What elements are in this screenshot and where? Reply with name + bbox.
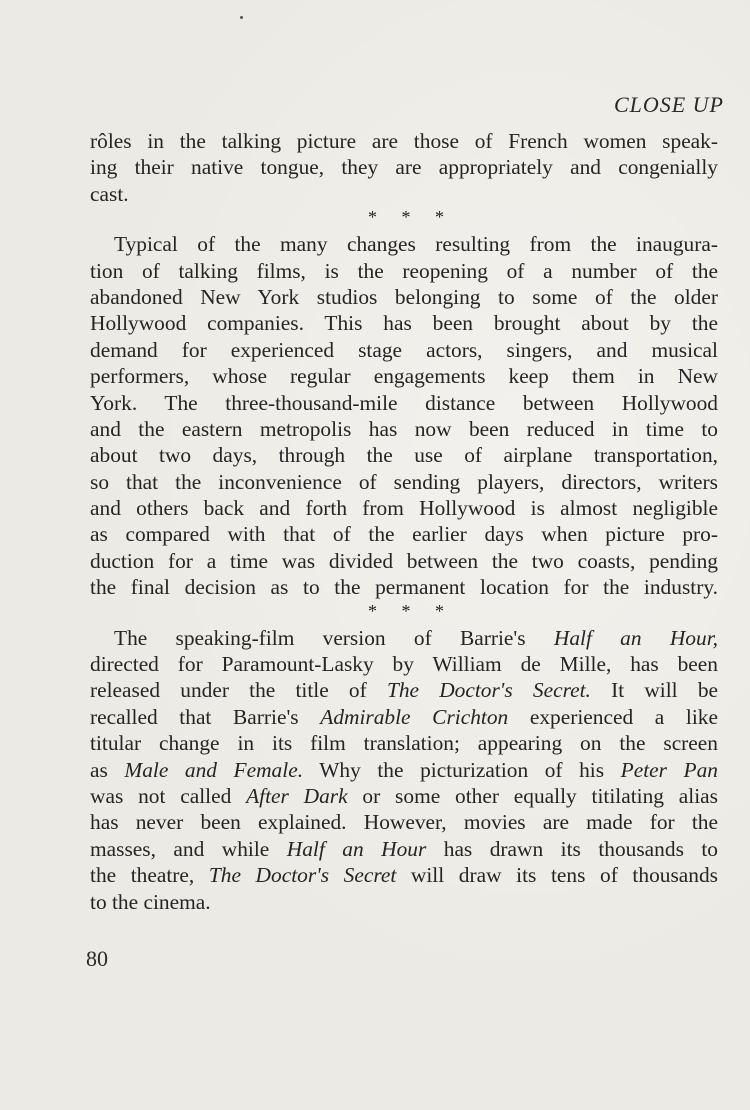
text-line	[90, 836, 718, 862]
film-title: The Doctor's Secret	[208, 863, 397, 888]
text-line: as compared with that of the earlier days when picture pro-	[90, 522, 718, 547]
film-title: Half an Hour,	[553, 625, 718, 650]
text-line	[90, 677, 718, 703]
text-line: directed for Paramount-Lasky by William de Mille, has been	[90, 652, 718, 677]
text-run: masses, and while	[90, 836, 287, 861]
text-run: will draw its tens of thousands	[396, 863, 718, 888]
text-line: and others back and forth from Hollywood is almost negligible	[90, 496, 718, 521]
text-run: the theatre,	[90, 863, 209, 888]
text-line: performers, whose regular engagements keep them in New	[90, 364, 718, 389]
text-run: recalled that Barrie's	[90, 704, 321, 729]
ink-speck	[240, 16, 243, 19]
text-line	[90, 625, 718, 651]
text-line	[90, 783, 718, 809]
text-line: and the eastern metropolis has now been reduced in time to	[90, 416, 718, 441]
text-line: duction for a time was divided between the two coasts, pending	[90, 548, 718, 573]
running-title: CLOSE UP	[613, 92, 724, 117]
text-run: as	[90, 757, 125, 782]
text-run: or some other equally titilating alias	[347, 783, 718, 808]
text-line: York. The three-thousand-mile distance between Hollywood	[90, 390, 718, 415]
text-line: cast.	[90, 181, 129, 206]
text-line: titular change in its film translation; appearing on the screen	[90, 731, 718, 756]
text-run: was not called	[90, 783, 247, 808]
section-separator: * * *	[368, 600, 454, 621]
text-run: The speaking-film version of Barrie's	[114, 625, 554, 650]
film-title: The Doctor's Secret.	[386, 678, 591, 703]
text-line: rôles in the talking picture are those of French women speak-	[90, 129, 718, 153]
section-separator: * * *	[368, 207, 454, 228]
text-line	[90, 757, 718, 783]
page-number: 80	[86, 946, 108, 971]
text-line	[90, 704, 718, 730]
text-run: Why the picturization of his	[303, 757, 621, 782]
text-run: experienced a like	[508, 704, 718, 729]
text-line: Typical of the many changes resulting from the inaugura-	[114, 232, 718, 257]
text-line: abandoned New York studios belonging to some of the older	[90, 284, 718, 309]
text-run: released under the title of	[90, 678, 387, 703]
play-title: Peter Pan	[620, 757, 718, 782]
text-run: It will be	[590, 678, 719, 703]
text-line: ing their native tongue, they are appropriately and congenially	[90, 155, 718, 180]
text-line: about two days, through the use of airplane transportation,	[90, 443, 718, 468]
text-line: has never been explained. However, movies are made for the	[90, 810, 718, 835]
play-title: Half an Hour	[286, 836, 427, 861]
text-run: has drawn its thousands to	[426, 836, 718, 861]
text-line: demand for experienced stage actors, singers, and musical	[90, 337, 718, 362]
body-text	[90, 128, 718, 915]
film-title: After Dark	[246, 783, 348, 808]
text-line: Hollywood companies. This has been brought about by the	[90, 311, 718, 336]
text-line: tion of talking films, is the reopening of a number of the	[90, 258, 718, 283]
play-title: Admirable Crichton	[320, 704, 509, 729]
text-line: the final decision as to the permanent location for the industry.	[90, 575, 718, 600]
text-line: so that the inconvenience of sending players, directors, writers	[90, 469, 718, 494]
text-line: to the cinema.	[90, 889, 211, 914]
film-title: Male and Female.	[124, 757, 304, 782]
text-line	[90, 862, 718, 888]
